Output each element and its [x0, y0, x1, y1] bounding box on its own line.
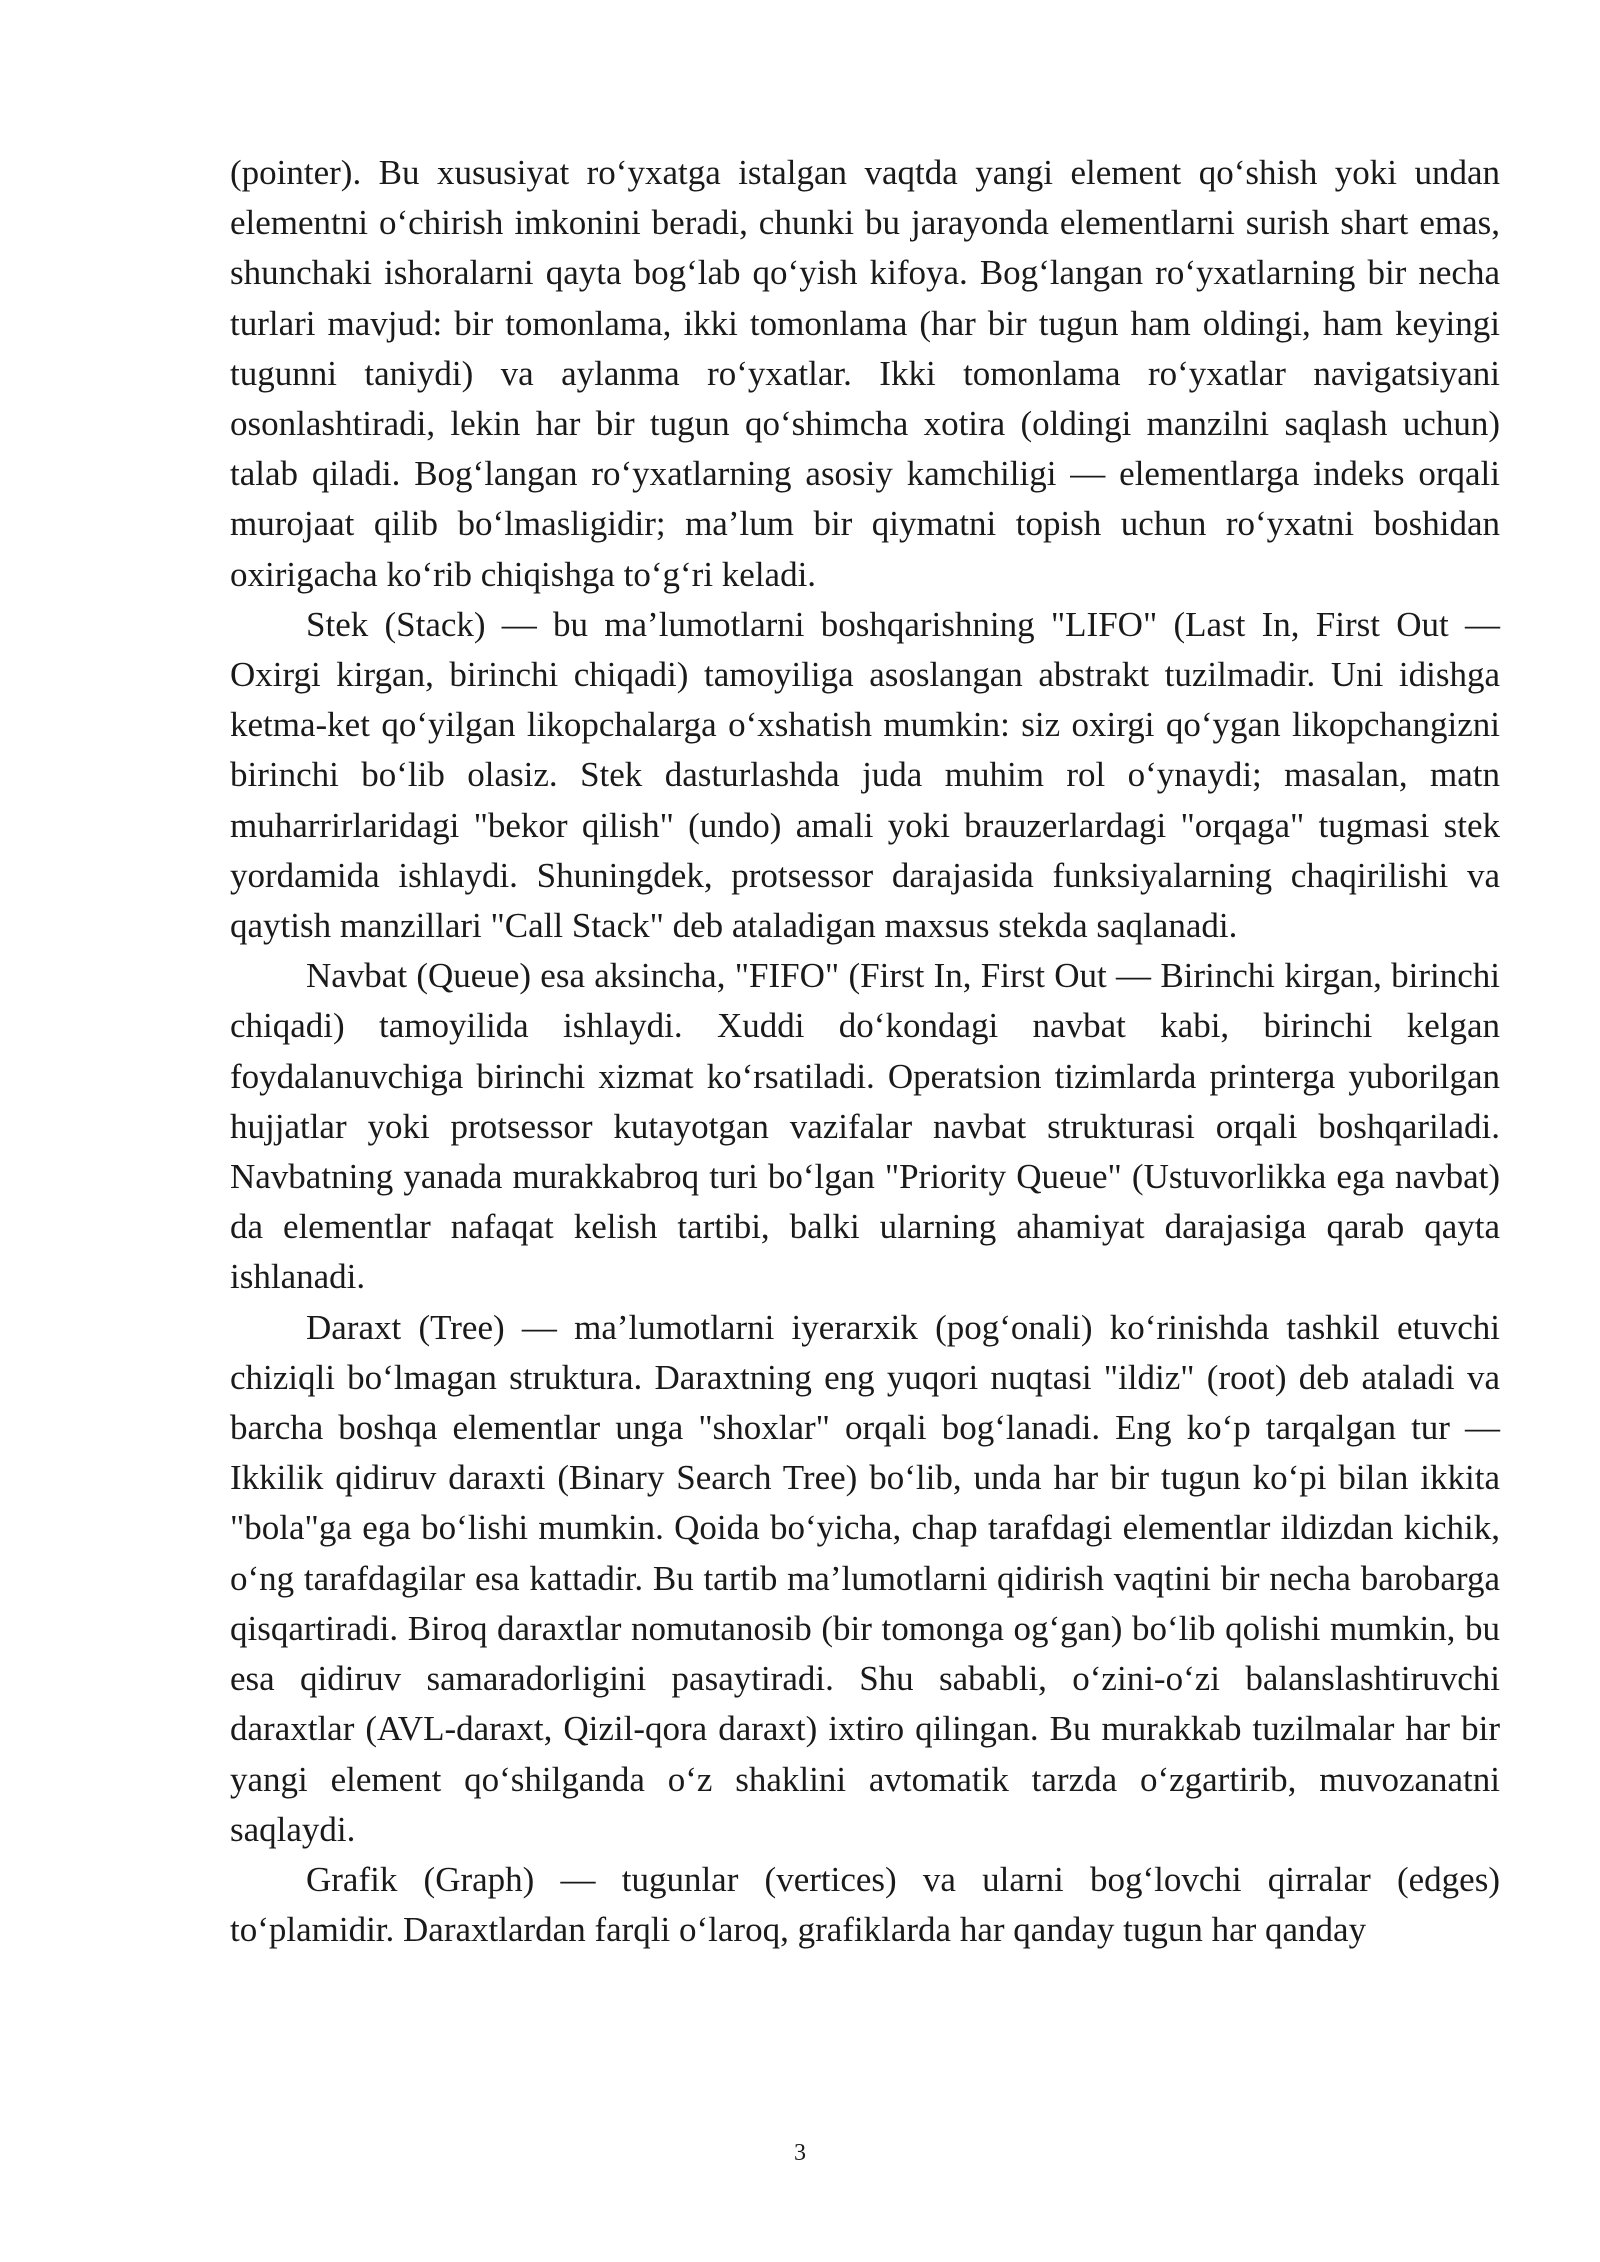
paragraph-tree: Daraxt (Tree) — ma’lumotlarni iyerarxik (pog‘onali) ko‘rinishda tashkil etuvchi chiziqli bo‘lmagan struktura. Daraxtning eng yuqori nuqtasi "ildiz" (root) deb ataladi va barcha boshqa elementlar unga "shoxlar" orqali bog‘lanadi. Eng ko‘p tarqalgan tur — Ikkilik qidiruv daraxti (Binary Search Tree) bo‘lib, unda har bir tugun ko‘pi bilan ikkita "bola"ga ega bo‘lishi mumkin. Qoida bo‘yicha, chap tarafdagi elementlar ildizdan kichik, o‘ng tarafdagilar esa kattadir. Bu tartib ma’lumotlarni qidirish vaqtini bir necha barobarga qisqartiradi. Biroq daraxtlar nomutanosib (bir tomonga og‘gan) bo‘lib qolishi mumkin, bu esa qidiruv samaradorligini pasaytiradi. Shu sababli, o‘zini-o‘zi balanslashtiruvchi daraxtlar (AVL-daraxt, Qizil-qora daraxt) ixtiro qilingan. Bu murakkab tuzilmalar har bir yangi element qo‘shilganda o‘z shaklini avtomatik tarzda o‘zgartirib, muvozanatni saqlaydi. [230, 1307, 1500, 1849]
paragraph-graph: Grafik (Graph) — tugunlar (vertices) va ularni bog‘lovchi qirralar (edges) to‘plamidir. Daraxtlardan farqli o‘laroq, grafiklarda har qanday tugun har qanday [230, 1859, 1500, 1950]
paragraph-queue: Navbat (Queue) esa aksincha, "FIFO" (First In, First Out — Birinchi kirgan, birinchi chiqadi) tamoyilida ishlaydi. Xuddi do‘kondagi navbat kabi, birinchi kelgan foydalanuvchiga birinchi xizmat ko‘rsatiladi. Operatsion tizimlarda printerga yuborilgan hujjatlar yoki protsessor kutayotgan vazifalar navbat strukturasi orqali boshqariladi. Navbatning yanada murakkabroq turi bo‘lgan "Priority Queue" (Ustuvorlikka ega navbat) da elementlar nafaqat kelish tartibi, balki ularning ahamiyat darajasiga qarab qayta ishlanadi. [230, 956, 1500, 1297]
paragraph-linked-lists: (pointer). Bu xususiyat ro‘yxatga istalgan vaqtda yangi element qo‘shish yoki undan elementni o‘chirish imkonini beradi, chunki bu jarayonda elementlarni surish shart emas, shunchaki ishoralarni qayta bog‘lab qo‘yish kifoya. Bog‘langan ro‘yxatlarning bir necha turlari mavjud: bir tomonlama, ikki tomonlama (har bir tugun ham oldingi, ham keyingi tugunni taniydi) va aylanma ro‘yxatlar. Ikki tomonlama ro‘yxatlar navigatsiyani osonlashtiradi, lekin har bir tugun qo‘shimcha xotira (oldingi manzilni saqlash uchun) talab qiladi. Bog‘langan ro‘yxatlarning asosiy kamchiligi — elementlarga indeks orqali murojaat qilib bo‘lmasligidir; ma’lum bir qiymatni topish uchun ro‘yxatni boshidan oxirigacha ko‘rib chiqishga to‘g‘ri keladi. [230, 153, 1500, 594]
page-number: 3 [794, 2140, 806, 2166]
body-text [230, 148, 1500, 1955]
paragraph-stack: Stek (Stack) — bu ma’lumotlarni boshqarishning "LIFO" (Last In, First Out — Oxirgi kirgan, birinchi chiqadi) tamoyiliga asoslangan abstrakt tuzilmadir. Uni idishga ketma-ket qo‘yilgan likopchalarga o‘xshatish mumkin: siz oxirgi qo‘ygan likopchangizni birinchi bo‘lib olasiz. Stek dasturlashda juda muhim rol o‘ynaydi; masalan, matn muharrirlaridagi "bekor qilish" (undo) amali yoki brauzerlardagi "orqaga" tugmasi stek yordamida ishlaydi. Shuningdek, protsessor darajasida funksiyalarning chaqirilishi va qaytish manzillari "Call Stack" deb ataladigan maxsus stekda saqlanadi. [230, 604, 1500, 946]
